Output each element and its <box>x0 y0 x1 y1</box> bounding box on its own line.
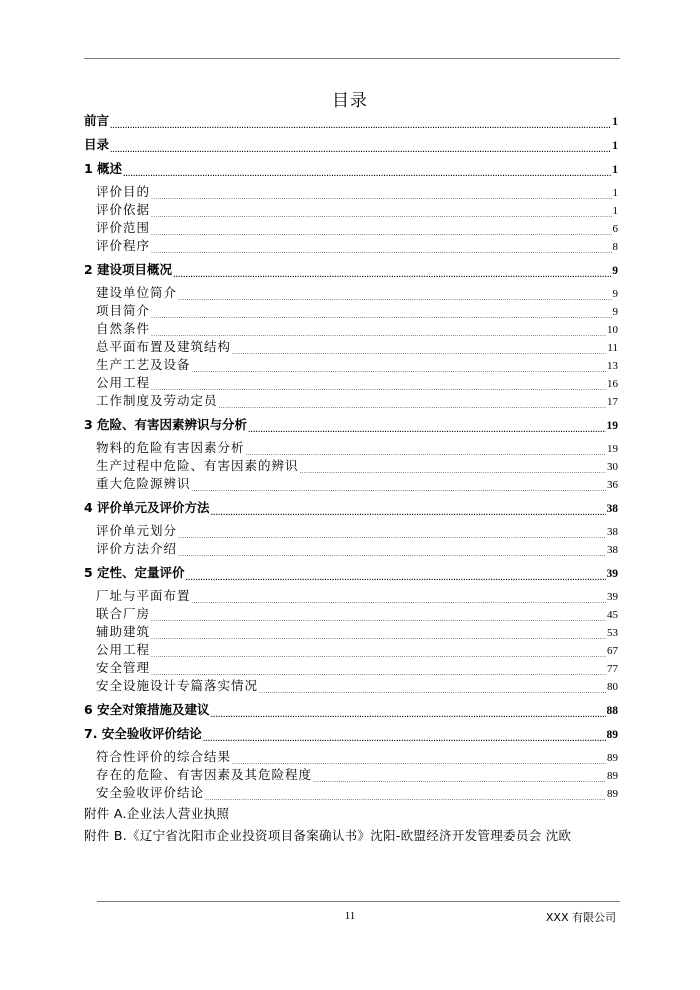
toc-label: 辅助建筑 <box>96 624 151 639</box>
toc-subsection[interactable] <box>84 784 618 802</box>
footer-company: XXX 有限公司 <box>545 911 616 924</box>
toc-label: 存在的危险、有害因素及其危险程度 <box>96 767 313 782</box>
toc-label: 1 概述 <box>84 161 123 176</box>
toc-page-number: 39 <box>607 591 618 603</box>
toc-section[interactable] <box>84 136 618 154</box>
toc-page-number: 45 <box>607 609 618 621</box>
toc-page-number: 89 <box>606 729 618 741</box>
toc-leader-dots <box>211 502 606 523</box>
toc-page-number: 1 <box>612 140 618 152</box>
toc-subsection[interactable] <box>84 587 618 605</box>
toc-label: 评价依据 <box>96 202 151 217</box>
toc-page-number: 67 <box>607 645 618 657</box>
toc-page-number: 30 <box>607 461 618 473</box>
toc-leader-dots <box>259 680 606 701</box>
toc-section[interactable] <box>84 725 618 743</box>
toc-label: 物料的危险有害因素分析 <box>96 440 245 455</box>
toc-label: 生产过程中危险、有害因素的辨识 <box>96 458 299 473</box>
toc-label: 安全设施设计专篇落实情况 <box>96 678 259 693</box>
toc-subsection[interactable] <box>84 641 618 659</box>
toc-page-number: 39 <box>606 568 618 580</box>
toc-label: 公用工程 <box>96 642 151 657</box>
toc-page-number: 10 <box>607 324 618 336</box>
toc-subsection[interactable] <box>84 623 618 641</box>
toc-label: 自然条件 <box>96 321 151 336</box>
toc-section[interactable] <box>84 112 618 130</box>
toc-subsection[interactable] <box>84 356 618 374</box>
toc-leader-dots <box>219 395 606 416</box>
page-title: 目录 <box>332 91 368 111</box>
toc-label: 工作制度及劳动定员 <box>96 393 218 408</box>
toc-leader-dots <box>173 264 611 285</box>
toc-page-number: 77 <box>607 663 618 675</box>
toc-subsection[interactable] <box>84 659 618 677</box>
table-of-contents <box>84 112 618 847</box>
toc-page-number: 6 <box>612 223 618 235</box>
toc-section[interactable] <box>84 564 618 582</box>
header-rule <box>84 58 620 59</box>
toc-label: 4 评价单元及评价方法 <box>84 500 210 515</box>
toc-label: 前言 <box>84 113 110 128</box>
toc-page-number: 89 <box>607 788 618 800</box>
toc-page-number: 89 <box>607 752 618 764</box>
footer-page-number: 11 <box>344 910 356 922</box>
appendix-line: 附件 A.企业法人营业执照 <box>84 806 230 821</box>
toc-page-number: 1 <box>612 116 618 128</box>
toc-label: 生产工艺及设备 <box>96 357 191 372</box>
toc-subsection[interactable] <box>84 374 618 392</box>
toc-page-number: 38 <box>607 526 618 538</box>
toc-leader-dots <box>192 478 606 499</box>
appendix-line: 附件 B.《辽宁省沈阳市企业投资项目备案确认书》沈阳-欧盟经济开发管理委员会 沈欧 <box>84 828 572 843</box>
toc-leader-dots <box>186 567 606 588</box>
toc-subsection[interactable] <box>84 320 618 338</box>
toc-page-number: 38 <box>606 503 618 515</box>
toc-page-number: 16 <box>607 378 618 390</box>
toc-page-number: 53 <box>607 627 618 639</box>
toc-leader-dots <box>178 543 606 564</box>
toc-label: 安全验收评价结论 <box>96 785 205 800</box>
toc-label: 评价目的 <box>96 184 151 199</box>
toc-label: 5 定性、定量评价 <box>84 565 185 580</box>
toc-page-number: 1 <box>612 187 618 199</box>
toc-leader-dots <box>151 240 611 261</box>
toc-label: 厂址与平面布置 <box>96 588 191 603</box>
toc-subsection[interactable] <box>84 302 618 320</box>
toc-page-number: 9 <box>612 265 618 277</box>
toc-page-number: 38 <box>607 544 618 556</box>
toc-label: 6 安全对策措施及建议 <box>84 702 210 717</box>
toc-label: 评价方法介绍 <box>96 541 178 556</box>
toc-label: 3 危险、有害因素辨识与分析 <box>84 417 248 432</box>
toc-label: 评价范围 <box>96 220 151 235</box>
toc-leader-dots <box>110 139 611 160</box>
toc-subsection[interactable] <box>84 522 618 540</box>
toc-leader-dots <box>123 163 611 184</box>
toc-subsection[interactable] <box>84 219 618 237</box>
toc-page-number: 88 <box>606 705 618 717</box>
toc-section[interactable] <box>84 261 618 279</box>
toc-page-number: 19 <box>606 420 618 432</box>
toc-label: 重大危险源辨识 <box>96 476 191 491</box>
toc-subsection[interactable] <box>84 475 618 493</box>
toc-subsection[interactable] <box>84 237 618 255</box>
toc-section[interactable] <box>84 499 618 517</box>
toc-subsection[interactable] <box>84 183 618 201</box>
toc-subsection[interactable] <box>84 284 618 302</box>
toc-page-number: 17 <box>607 396 618 408</box>
toc-section[interactable] <box>84 416 618 434</box>
toc-leader-dots <box>110 115 611 136</box>
toc-subsection[interactable] <box>84 605 618 623</box>
toc-section[interactable] <box>84 701 618 719</box>
toc-label: 建设单位简介 <box>96 285 178 300</box>
toc-subsection[interactable] <box>84 457 618 475</box>
toc-page-number: 80 <box>607 681 618 693</box>
toc-label: 联合厂房 <box>96 606 151 621</box>
toc-page-number: 89 <box>607 770 618 782</box>
toc-label: 总平面布置及建筑结构 <box>96 339 232 354</box>
toc-leader-dots <box>205 787 606 808</box>
toc-page-number: 8 <box>612 241 618 253</box>
toc-label: 安全管理 <box>96 660 151 675</box>
toc-subsection[interactable] <box>84 766 618 784</box>
toc-label: 符合性评价的综合结果 <box>96 749 232 764</box>
toc-label: 2 建设项目概况 <box>84 262 173 277</box>
toc-page-number: 11 <box>607 342 618 354</box>
toc-label: 评价单元划分 <box>96 523 178 538</box>
toc-label: 目录 <box>84 137 110 152</box>
toc-page-number: 36 <box>607 479 618 491</box>
toc-page-number: 9 <box>612 288 618 300</box>
toc-label: 项目简介 <box>96 303 151 318</box>
toc-label: 公用工程 <box>96 375 151 390</box>
toc-page-number: 1 <box>612 205 618 217</box>
toc-page-number: 13 <box>607 360 618 372</box>
toc-page-number: 1 <box>612 164 618 176</box>
toc-subsection[interactable] <box>84 201 618 219</box>
toc-page-number: 9 <box>612 306 618 318</box>
toc-leader-dots <box>203 728 606 749</box>
toc-subsection[interactable] <box>84 439 618 457</box>
toc-label: 7. 安全验收评价结论 <box>84 726 202 741</box>
toc-section[interactable] <box>84 160 618 178</box>
toc-label: 评价程序 <box>96 238 151 253</box>
footer-rule <box>97 901 620 902</box>
toc-page-number: 19 <box>607 443 618 455</box>
toc-leader-dots <box>211 704 606 725</box>
toc-subsection[interactable] <box>84 540 618 558</box>
toc-leader-dots <box>248 419 605 440</box>
toc-subsection[interactable] <box>84 748 618 766</box>
